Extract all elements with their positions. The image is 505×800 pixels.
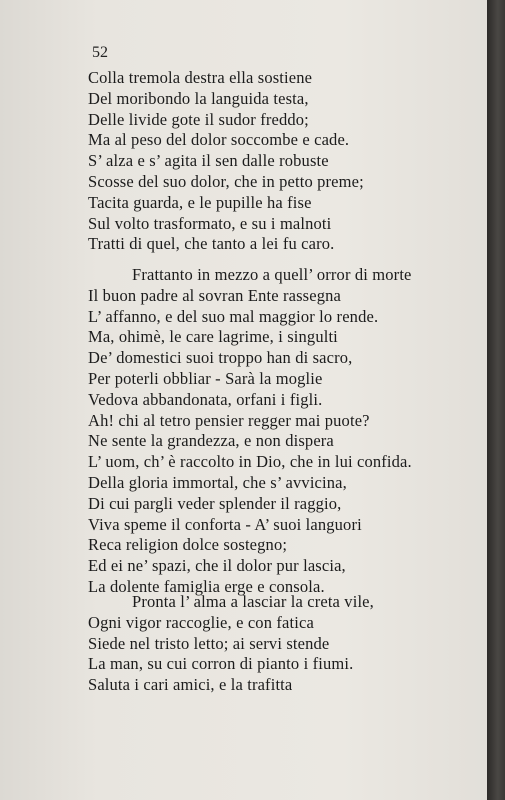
- verse-line: Ne sente la grandezza, e non dispera: [88, 431, 334, 451]
- verse-line: Ma al peso del dolor soccombe e cade.: [88, 130, 350, 150]
- verse-line: Sul volto trasformato, e su i malnoti: [88, 213, 332, 233]
- verse-line: L’ uom, ch’ è raccolto in Dio, che in lui confida.: [88, 452, 412, 472]
- verse-line: Pronta l’ alma a lasciar la creta vile,: [132, 592, 374, 611]
- verse-line: S’ alza e s’ agita il sen dalle robuste: [88, 151, 329, 171]
- verse-line: Ed ei ne’ spazi, che il dolor pur lascia,: [88, 556, 346, 576]
- verse-line: Frattanto in mezzo a quell’ orror di morte: [132, 265, 412, 284]
- verse-line: Vedova abbandonata, orfani i figli.: [88, 389, 323, 409]
- verse-line: La man, su cui corron di pianto i fiumi.: [88, 654, 354, 674]
- verse-line: Ma, ohimè, le care lagrime, i singulti: [88, 327, 338, 347]
- verse-line: Di cui pargli veder splender il raggio,: [88, 493, 342, 513]
- verse-line: Per poterli obbliar - Sarà la moglie: [88, 368, 323, 388]
- verse-line: Scosse del suo dolor, che in petto preme;: [88, 171, 364, 191]
- verse-line: De’ domestici suoi troppo han di sacro,: [88, 348, 353, 368]
- stanza-3: [88, 592, 468, 696]
- verse-line: Siede nel tristo letto; ai servi stende: [88, 633, 330, 653]
- verse-line: Colla tremola destra ella sostiene: [88, 68, 313, 87]
- verse-line: Delle livide gote il sudor freddo;: [88, 109, 309, 129]
- verse-line: Del moribondo la languida testa,: [88, 88, 309, 108]
- verse-line: Il buon padre al sovran Ente rassegna: [88, 285, 341, 305]
- verse-line: L’ affanno, e del suo mal maggior lo rende.: [88, 306, 379, 326]
- verse-line: Reca religion dolce sostegno;: [88, 535, 288, 555]
- verse-line: Ah! chi al tetro pensier regger mai puote?: [88, 410, 370, 430]
- verse-line: Della gloria immortal, che s’ avvicina,: [88, 472, 347, 492]
- verse-line: Tratti di quel, che tanto a lei fu caro.: [88, 234, 335, 254]
- book-spine-edge: [487, 0, 505, 800]
- verse-line: Tacita guarda, e le pupille ha fise: [88, 192, 312, 212]
- verse-line: Ogni vigor raccoglie, e con fatica: [88, 612, 314, 632]
- stanza-1: [88, 68, 468, 255]
- verse-line: Saluta i cari amici, e la trafitta: [88, 675, 293, 695]
- stanza-2: [88, 265, 468, 598]
- verse-line: La dolente famiglia erge e consola.: [88, 576, 325, 596]
- verse-line: Viva speme il conforta - A’ suoi languori: [88, 514, 362, 534]
- page-number: 52: [92, 44, 108, 61]
